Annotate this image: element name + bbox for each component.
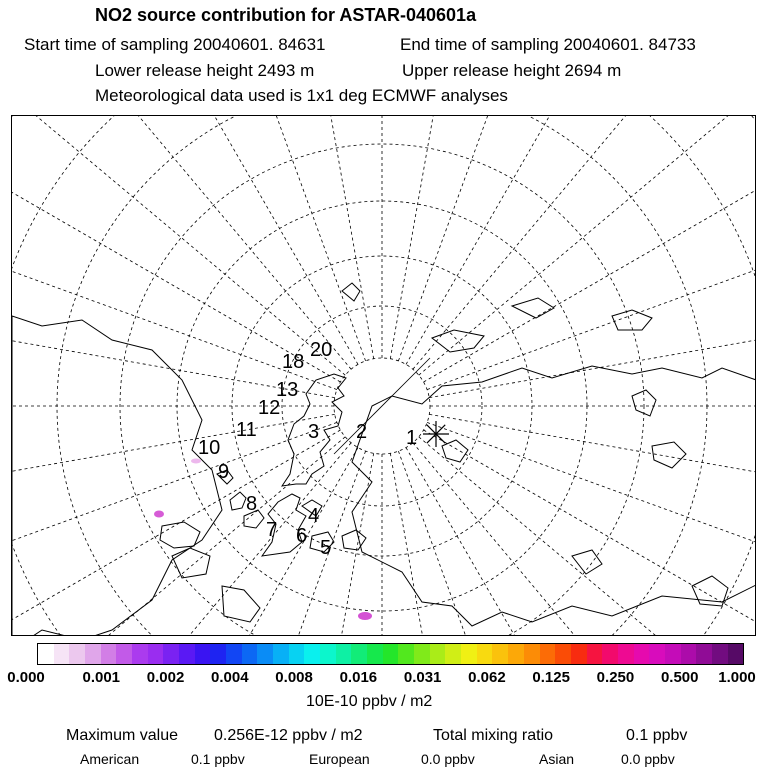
day-label-11: 11 — [236, 419, 257, 441]
colorbar-swatch — [712, 644, 728, 664]
lower-height-text: Lower release height 2493 m — [95, 61, 315, 80]
colorbar-swatch — [336, 644, 352, 664]
european-label: European — [309, 751, 370, 767]
max-value-label: Maximum value — [66, 727, 179, 744]
meridian-line — [12, 116, 351, 369]
colorbar-swatch — [38, 644, 54, 664]
colorbar-swatch — [430, 644, 446, 664]
latitude-circle — [12, 116, 756, 636]
colorbar-swatch — [728, 644, 744, 664]
colorbar-swatch — [602, 644, 618, 664]
colorbar-swatch — [273, 644, 289, 664]
plume-spot — [358, 612, 372, 620]
day-label-3: 3 — [308, 421, 320, 443]
colorbar — [37, 643, 744, 665]
meridian-line — [12, 116, 358, 364]
colorbar-swatch — [540, 644, 556, 664]
american-label: American — [80, 751, 140, 767]
day-label-2: 2 — [356, 421, 368, 443]
meridian-line — [12, 414, 335, 562]
latitude-circle — [12, 116, 756, 636]
meridian-line — [406, 116, 756, 364]
colorbar-swatch — [179, 644, 195, 664]
day-label-13: 13 — [276, 379, 299, 401]
colorbar-swatch — [163, 644, 179, 664]
meridian-line — [419, 437, 756, 636]
meridian-line — [424, 430, 756, 636]
plume-spots — [154, 459, 372, 621]
day-label-1: 1 — [406, 427, 418, 449]
day-label-8: 8 — [246, 493, 258, 515]
colorbar-swatch — [351, 644, 367, 664]
day-label-4: 4 — [308, 505, 320, 527]
meridian-line — [390, 116, 538, 359]
colorbar-swatch — [696, 644, 712, 664]
start-time-text: Start time of sampling 20040601. 84631 — [24, 35, 326, 54]
colorbar-swatch — [414, 644, 430, 664]
meridian-line — [419, 116, 756, 375]
colorbar-swatch — [555, 644, 571, 664]
colorbar-swatch — [477, 644, 493, 664]
plume-spot — [154, 511, 164, 518]
meridian-line — [413, 443, 756, 636]
colorbar-swatch — [132, 644, 148, 664]
colorbar-tick-label: 0.001 — [82, 669, 121, 686]
meridian-line — [390, 453, 538, 636]
colorbar-tick-label: 0.125 — [532, 669, 570, 686]
colorbar-swatch — [665, 644, 681, 664]
meridian-line — [226, 116, 374, 359]
lat-lon-grid — [12, 116, 756, 636]
colorbar-swatch — [461, 644, 477, 664]
colorbar-tick-label: 1.000 — [718, 669, 756, 686]
colorbar-swatch — [618, 644, 634, 664]
european-value: 0.0 ppbv — [421, 751, 475, 767]
day-label-10: 10 — [198, 437, 221, 459]
colorbar-swatch — [681, 644, 697, 664]
colorbar-swatch — [508, 644, 524, 664]
day-label-18: 18 — [282, 351, 305, 373]
meridian-line — [427, 422, 756, 636]
meridian-line — [74, 116, 365, 361]
meridian-line — [398, 116, 689, 361]
map-canvas — [12, 116, 756, 636]
day-label-9: 9 — [218, 461, 230, 483]
colorbar-swatch — [383, 644, 399, 664]
plume-spot — [191, 459, 201, 464]
meridian-line — [398, 451, 689, 636]
colorbar-swatch — [367, 644, 383, 664]
colorbar-tick-label: 0.250 — [596, 669, 635, 686]
polar-map — [11, 115, 756, 636]
colorbar-swatch — [289, 644, 305, 664]
colorbar-swatch — [524, 644, 540, 664]
day-label-12: 12 — [258, 397, 281, 419]
colorbar-swatch — [116, 644, 132, 664]
colorbar-swatch — [54, 644, 70, 664]
colorbar-swatch — [320, 644, 336, 664]
colorbar-swatch — [101, 644, 117, 664]
colorbar-swatch — [226, 644, 242, 664]
day-label-20: 20 — [310, 339, 333, 361]
map-title: NO2 source contribution for ASTAR-040601a — [95, 5, 477, 25]
meridian-line — [12, 422, 337, 636]
colorbar-tick-label: 0.000 — [7, 669, 45, 686]
upper-height-text: Upper release height 2694 m — [402, 61, 622, 80]
release-site-marker — [423, 421, 449, 447]
max-value: 0.256E-12 ppbv / m2 — [214, 727, 363, 744]
day-label-6: 6 — [296, 525, 308, 547]
asian-label: Asian — [539, 751, 575, 767]
colorbar-swatch — [85, 644, 101, 664]
latitude-circle — [12, 116, 756, 636]
meridian-line — [429, 414, 756, 562]
asian-value: 0.0 ppbv — [621, 751, 675, 767]
coastlines — [12, 283, 756, 636]
colorbar-tick-label: 0.500 — [660, 669, 699, 686]
end-time-text: End time of sampling 20040601. 84733 — [400, 35, 696, 54]
colorbar-tick-label: 0.031 — [403, 669, 442, 686]
meridian-line — [12, 430, 340, 636]
colorbar-swatch — [649, 644, 665, 664]
colorbar-swatch — [195, 644, 211, 664]
colorbar-swatch — [445, 644, 461, 664]
colorbar-swatch — [69, 644, 85, 664]
total-mixing-value: 0.1 ppbv — [626, 727, 688, 744]
meridian-line — [427, 116, 756, 390]
total-mixing-label: Total mixing ratio — [433, 727, 554, 744]
met-data-text: Meteorological data used is 1x1 deg ECMWF analyses — [95, 86, 508, 105]
colorbar-swatch — [634, 644, 650, 664]
colorbar-tick-label: 0.016 — [339, 669, 378, 686]
colorbar-swatch — [242, 644, 258, 664]
meridian-line — [413, 116, 756, 369]
colorbar-swatch — [148, 644, 164, 664]
colorbar-unit: 10E-10 ppbv / m2 — [306, 693, 433, 710]
day-label-5: 5 — [320, 537, 332, 559]
colorbar-tick-label: 0.062 — [468, 669, 506, 686]
colorbar-tick-label: 0.002 — [146, 669, 185, 686]
colorbar-swatch — [587, 644, 603, 664]
colorbar-swatch — [304, 644, 320, 664]
meridian-line — [12, 116, 337, 390]
colorbar-tick-label: 0.008 — [275, 669, 313, 686]
colorbar-swatch — [210, 644, 226, 664]
meridian-line — [12, 116, 345, 375]
colorbar-swatch — [492, 644, 508, 664]
colorbar-tick-label: 0.004 — [211, 669, 249, 686]
colorbar-swatch — [571, 644, 587, 664]
colorbar-swatch — [257, 644, 273, 664]
american-value: 0.1 ppbv — [191, 751, 245, 767]
colorbar-swatch — [398, 644, 414, 664]
day-label-7: 7 — [266, 519, 278, 541]
